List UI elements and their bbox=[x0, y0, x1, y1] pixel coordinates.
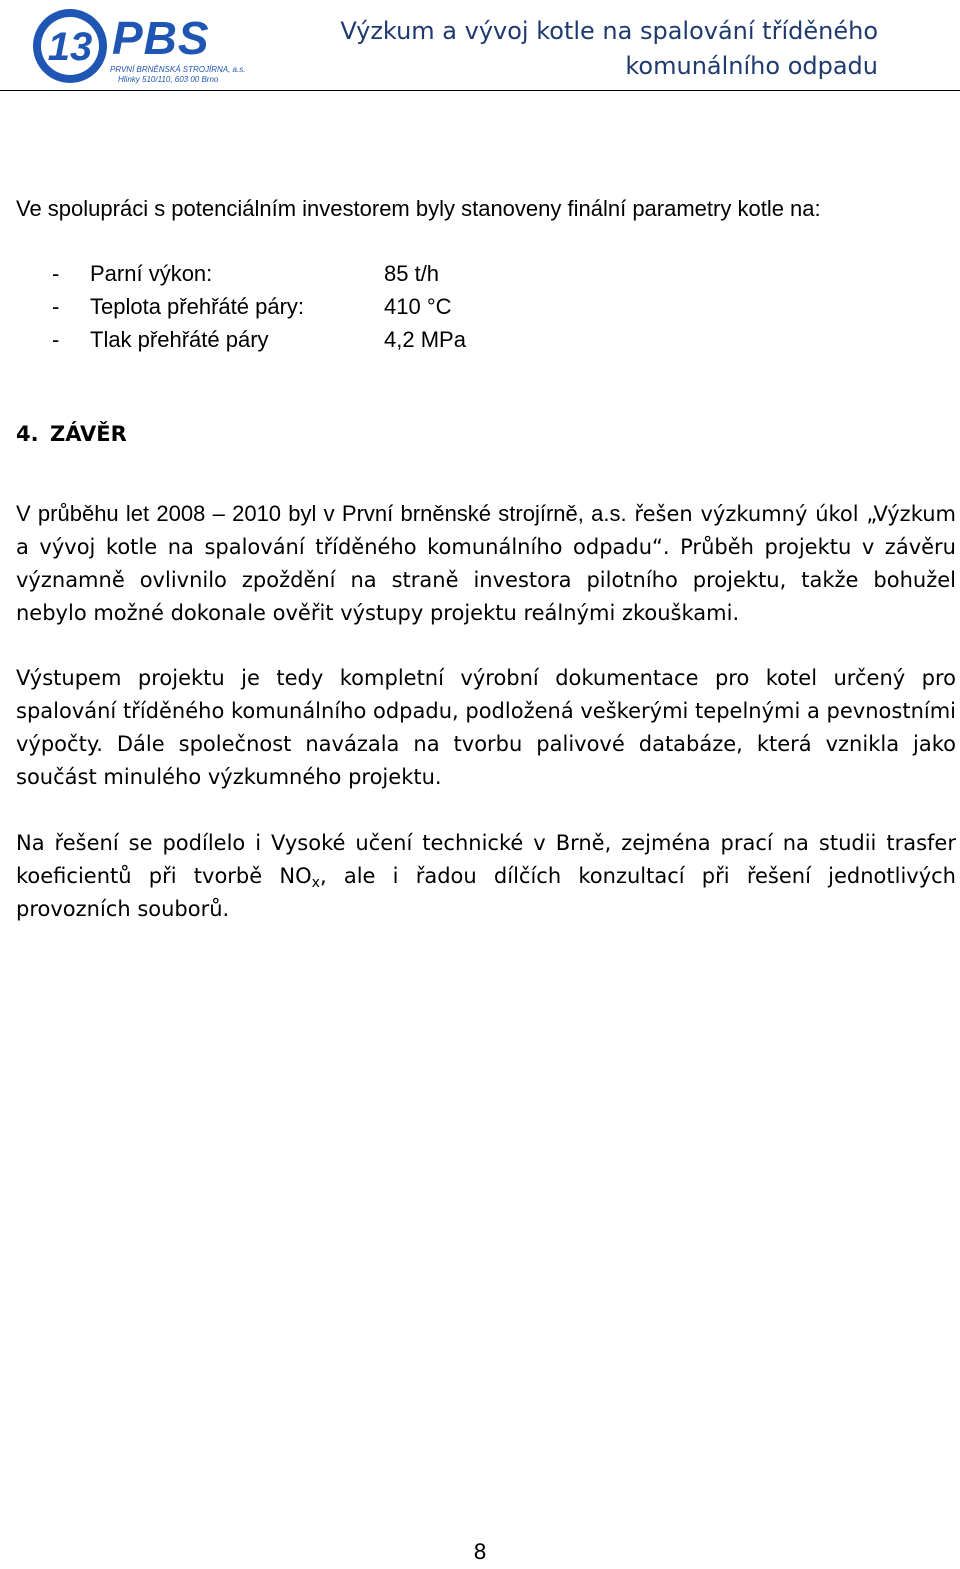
parameter-value: 410 °C bbox=[384, 294, 452, 319]
subscript: x bbox=[311, 875, 320, 891]
paragraph-task-text: řešen výzkumný úkol „Výzkum a vývoj kotle na spalování tříděného komunálního odpadu“. bbox=[16, 502, 956, 559]
page-number: 8 bbox=[473, 1540, 487, 1564]
svg-text:13: 13 bbox=[47, 25, 93, 69]
parameter-name: Tlak přehřáté páry bbox=[90, 327, 269, 352]
parameter-item bbox=[52, 257, 466, 290]
paragraph-text: , ale i řadou dílčích konzultací při řešení jednotlivých provozních souborů. bbox=[16, 864, 956, 921]
paragraph-project-output: Výstupem projektu je tedy kompletní výrobní dokumentace pro kotel určený pro spalování tříděného komunálního odpadu, podložená veškerými tepelnými a pevnostními výpočty. Dále společnost navázala na tvorbu palivové databáze, která vznikla jako součást minulého výzkumného projektu. bbox=[16, 666, 956, 789]
logo-wordmark: PBS bbox=[112, 12, 210, 64]
page-header bbox=[0, 0, 960, 92]
intro-sentence: Ve spolupráci s potenciálním investorem byly stanoveny finální parametry kotle na: bbox=[16, 196, 821, 221]
paragraph-delay-text: Průběh projektu v závěru významně ovlivnilo zpoždění na straně investora pilotního projektu, takže bohužel nebylo možné dokonale ověřit výstupy projektu reálnými zkouškami. bbox=[16, 535, 956, 625]
list-dash: - bbox=[52, 294, 60, 319]
document-title bbox=[318, 14, 878, 84]
pbs-logo bbox=[30, 6, 270, 86]
paragraph-project-summary bbox=[16, 497, 956, 630]
logo-company-line: PRVNÍ BRNĚNSKÁ STROJÍRNA, a.s. bbox=[110, 65, 246, 74]
header-divider bbox=[0, 90, 960, 91]
section-number: 4. bbox=[16, 422, 39, 446]
parameter-name: Teplota přehřáté páry: bbox=[90, 294, 305, 319]
paragraph-collaboration bbox=[16, 827, 956, 926]
document-title-line-1: Výzkum a vývoj kotle na spalování tříděného bbox=[340, 17, 878, 45]
parameter-list bbox=[52, 257, 466, 356]
paragraph-text: Na řešení se podílelo i Vysoké učení technické v Brně, zejména prací na studii trasfer koeficientů při tvorbě NO bbox=[16, 831, 956, 888]
list-dash: - bbox=[52, 327, 60, 352]
parameter-item bbox=[52, 290, 466, 323]
parameter-name: Parní výkon: bbox=[90, 261, 213, 286]
parameter-value: 4,2 MPa bbox=[384, 327, 466, 352]
list-dash: - bbox=[52, 261, 60, 286]
logo-address-line: Hlinky 510/110, 603 00 Brno bbox=[118, 75, 219, 84]
document-title-line-2: komunálního odpadu bbox=[625, 52, 878, 80]
parameter-value: 85 t/h bbox=[384, 261, 440, 286]
parameter-item bbox=[52, 323, 466, 356]
paragraph-lead-text: V průběhu let 2008 – 2010 byl v První brněnské strojírně, a.s. bbox=[16, 501, 627, 526]
section-title: ZÁVĚR bbox=[50, 422, 127, 446]
section-heading bbox=[16, 418, 127, 451]
